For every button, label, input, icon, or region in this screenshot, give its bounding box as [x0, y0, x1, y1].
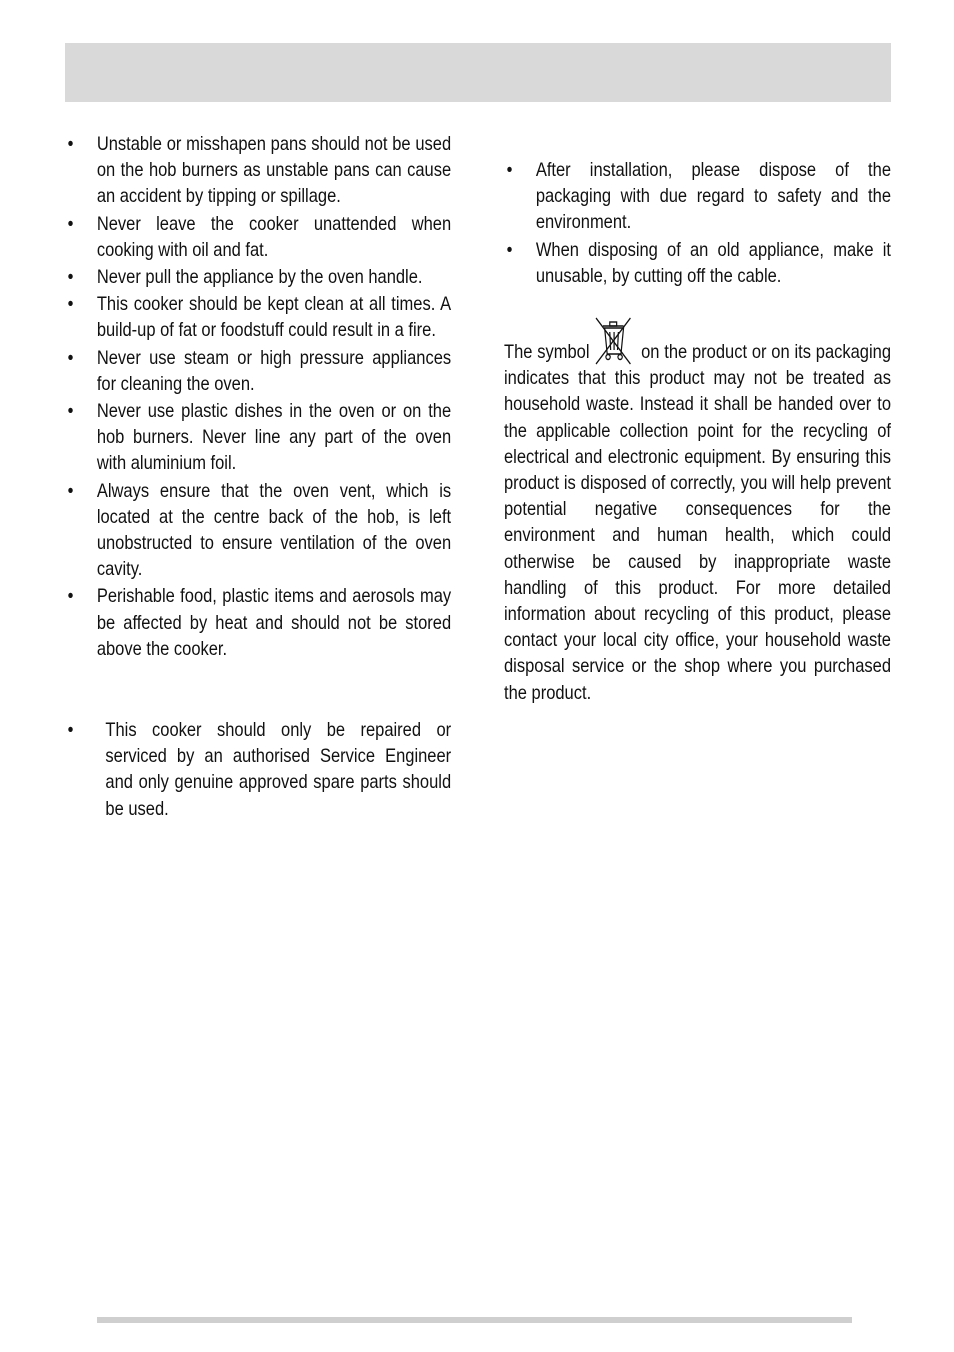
list-item [65, 292, 451, 344]
bullet-text: After installation, please dispose of the packaging with due regard to safety and the environment. [535, 160, 891, 234]
crossed-out-wheeled-bin-icon [591, 316, 636, 366]
bullet-icon: • [506, 239, 513, 261]
list-item [65, 399, 451, 478]
bullet-icon: • [67, 294, 74, 316]
bullet-text: This cooker should be kept clean at all times. A build-up of fat or foodstuff could result in a fire. [96, 294, 452, 342]
bullet-text: Never use steam or high pressure appliances for cleaning the oven. [96, 347, 452, 395]
list-item [65, 265, 451, 291]
recycling-paragraph [504, 316, 891, 707]
bullet-icon: • [67, 267, 74, 289]
bullet-icon: • [67, 134, 74, 155]
list-item [65, 212, 451, 264]
recycling-body: on the product or on its packaging indicates that this product may not be treated as household waste. Instead it shall be handed over to the applicable collection point for the recycling of electrical and electronic equipment. By ensuring this product is disposed of correctly, you will help prevent potential negative consequences for the environment and human health, which could otherwise be caused by inappropriate waste handling of this product. For more detailed information about recycling of this product, please contact your local city office, your household waste disposal service or the shop where you purchased the product. [504, 342, 891, 704]
list-item [65, 132, 451, 211]
list-item [65, 346, 451, 398]
left-column [65, 132, 451, 824]
bullet-icon: • [67, 586, 74, 608]
bullet-icon: • [67, 347, 74, 369]
bullet-icon: • [67, 720, 74, 742]
bullet-text: When disposing of an old appliance, make it unusable, by cutting off the cable. [535, 239, 891, 287]
bullet-text: Perishable food, plastic items and aerosols may be affected by heat and should not be stored above the cooker. [96, 586, 452, 660]
environment-list [504, 158, 891, 290]
right-column [504, 158, 891, 726]
list-item [504, 238, 891, 290]
bullet-text: Always ensure that the oven vent, which is located at the centre back of the hob, is left unobstructed to ensure ventilation of the oven cavity. [96, 480, 452, 581]
header-band [65, 43, 891, 102]
bullet-icon: • [67, 480, 74, 502]
bullet-icon: • [506, 160, 513, 181]
list-item [65, 584, 451, 663]
bullet-text: Never use plastic dishes in the oven or on the hob burners. Never line any part of the oven with aluminium foil. [96, 401, 452, 475]
footer-rule [97, 1317, 852, 1323]
service-list [65, 718, 451, 823]
list-item [504, 158, 891, 237]
safety-list [65, 132, 451, 663]
bullet-text: This cooker should only be repaired or serviced by an authorised Service Engineer and only genuine approved spare parts should be used. [105, 720, 452, 820]
bullet-icon: • [67, 213, 74, 235]
bullet-icon: • [67, 401, 74, 423]
bullet-text: Never pull the appliance by the oven handle. [96, 267, 423, 289]
list-item [65, 718, 451, 823]
bullet-text: Unstable or misshapen pans should not be used on the hob burners as unstable pans can cause an accident by tipping or spillage. [96, 134, 452, 208]
bullet-text: Never leave the cooker unattended when cooking with oil and fat. [96, 213, 452, 261]
recycling-prefix: The symbol [504, 342, 590, 364]
list-item [65, 479, 451, 584]
